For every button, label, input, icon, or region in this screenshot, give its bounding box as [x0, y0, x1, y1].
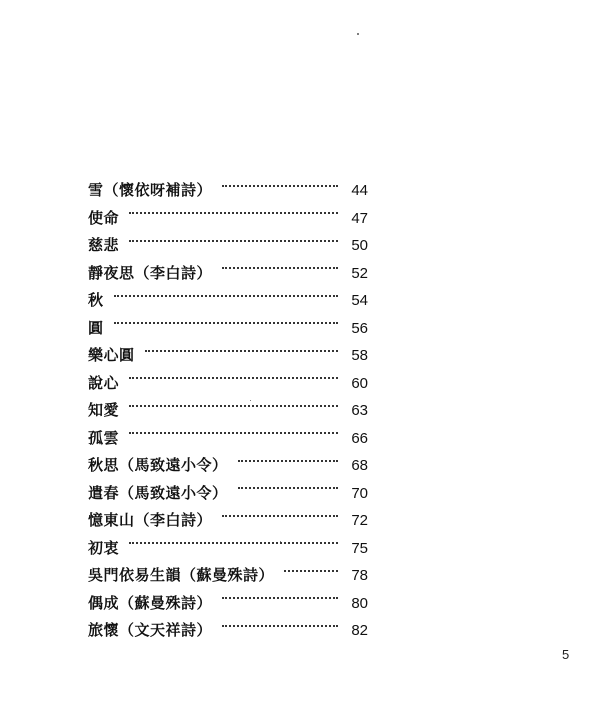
toc-dot-leader: [129, 212, 338, 214]
toc-entry[interactable]: [88, 480, 368, 508]
toc-dot-leader: [222, 625, 338, 627]
toc-dot-leader: [284, 570, 338, 572]
toc-entry-title: 秋思（馬致遠小令）: [88, 456, 228, 474]
toc-entry-title: 圓: [88, 318, 104, 337]
toc-entry[interactable]: [88, 177, 368, 205]
toc-entry-title: 吳門依易生韻（蘇曼殊詩）: [88, 566, 275, 584]
toc-entry-title: 慈悲: [88, 236, 120, 254]
toc-entry-page: 80: [351, 594, 368, 612]
toc-dot-leader: [129, 432, 338, 434]
toc-entry-title: 旅懷（文天祥詩）: [88, 621, 213, 639]
toc-entry-page: 50: [351, 237, 368, 254]
toc-entry-title: 雪（懷依呀補詩）: [88, 181, 213, 199]
toc-entry[interactable]: [88, 205, 368, 233]
toc-dot-leader: [129, 405, 338, 407]
toc-entry[interactable]: [88, 590, 368, 618]
toc-entry-page: 75: [351, 539, 368, 557]
toc-entry[interactable]: [88, 232, 368, 260]
toc-entry-title: 憶東山（李白詩）: [88, 511, 213, 529]
toc-dot-leader: [222, 185, 338, 187]
toc-dot-leader: [114, 295, 338, 297]
toc-entry[interactable]: [88, 370, 368, 398]
toc-dot-leader: [238, 460, 338, 462]
toc-entry[interactable]: [88, 260, 368, 288]
toc-entry-page: 60: [351, 374, 368, 392]
page-number: 5: [562, 647, 570, 662]
toc-entry-page: 63: [351, 402, 368, 419]
toc-entry-title: 靜夜思（李白詩）: [88, 263, 213, 282]
toc-entry-page: 68: [351, 457, 368, 474]
toc-entry[interactable]: [88, 617, 368, 645]
toc-entry-title: 孤雲: [88, 428, 120, 447]
toc-entry-title: 遣春（馬致遠小令）: [88, 483, 228, 502]
toc-entry-page: 44: [351, 182, 368, 199]
toc-entry[interactable]: [88, 535, 368, 563]
toc-entry-title: 樂心圓: [88, 346, 135, 364]
toc-entry-page: 78: [351, 567, 368, 584]
toc-entry-title: 偶成（蘇曼殊詩）: [88, 593, 213, 612]
toc-dot-leader: [129, 377, 338, 379]
toc-entry-title: 秋: [88, 291, 104, 309]
toc-entry[interactable]: [88, 507, 368, 535]
toc-dot-leader: [129, 542, 338, 544]
toc-entry[interactable]: [88, 315, 368, 343]
scan-speck: [357, 33, 359, 35]
toc-entry-page: 52: [351, 264, 368, 282]
toc-entry-page: 66: [351, 429, 368, 447]
toc-entry-page: 54: [351, 292, 368, 309]
toc-entry-page: 82: [351, 622, 368, 639]
toc-entry-title: 知愛: [88, 401, 120, 419]
toc-dot-leader: [222, 515, 338, 517]
toc-entry-page: 72: [351, 512, 368, 529]
toc-dot-leader: [114, 322, 338, 324]
toc-entry-title: 使命: [88, 208, 120, 227]
toc-entry[interactable]: [88, 287, 368, 315]
toc-entry-page: 70: [351, 484, 368, 502]
toc-dot-leader: [129, 240, 338, 242]
toc-dot-leader: [222, 597, 338, 599]
toc-entry[interactable]: [88, 397, 368, 425]
toc-entry-page: 56: [351, 319, 368, 337]
toc-entry[interactable]: [88, 425, 368, 453]
toc-entry[interactable]: [88, 562, 368, 590]
toc-dot-leader: [222, 267, 338, 269]
toc-dot-leader: [238, 487, 338, 489]
toc-entry-page: 47: [351, 209, 368, 227]
toc-entry[interactable]: [88, 342, 368, 370]
table-of-contents: [88, 177, 368, 645]
toc-entry-title: 說心: [88, 373, 120, 392]
toc-entry-page: 58: [351, 347, 368, 364]
toc-entry-title: 初衷: [88, 538, 120, 557]
toc-dot-leader: [145, 350, 338, 352]
toc-entry[interactable]: [88, 452, 368, 480]
